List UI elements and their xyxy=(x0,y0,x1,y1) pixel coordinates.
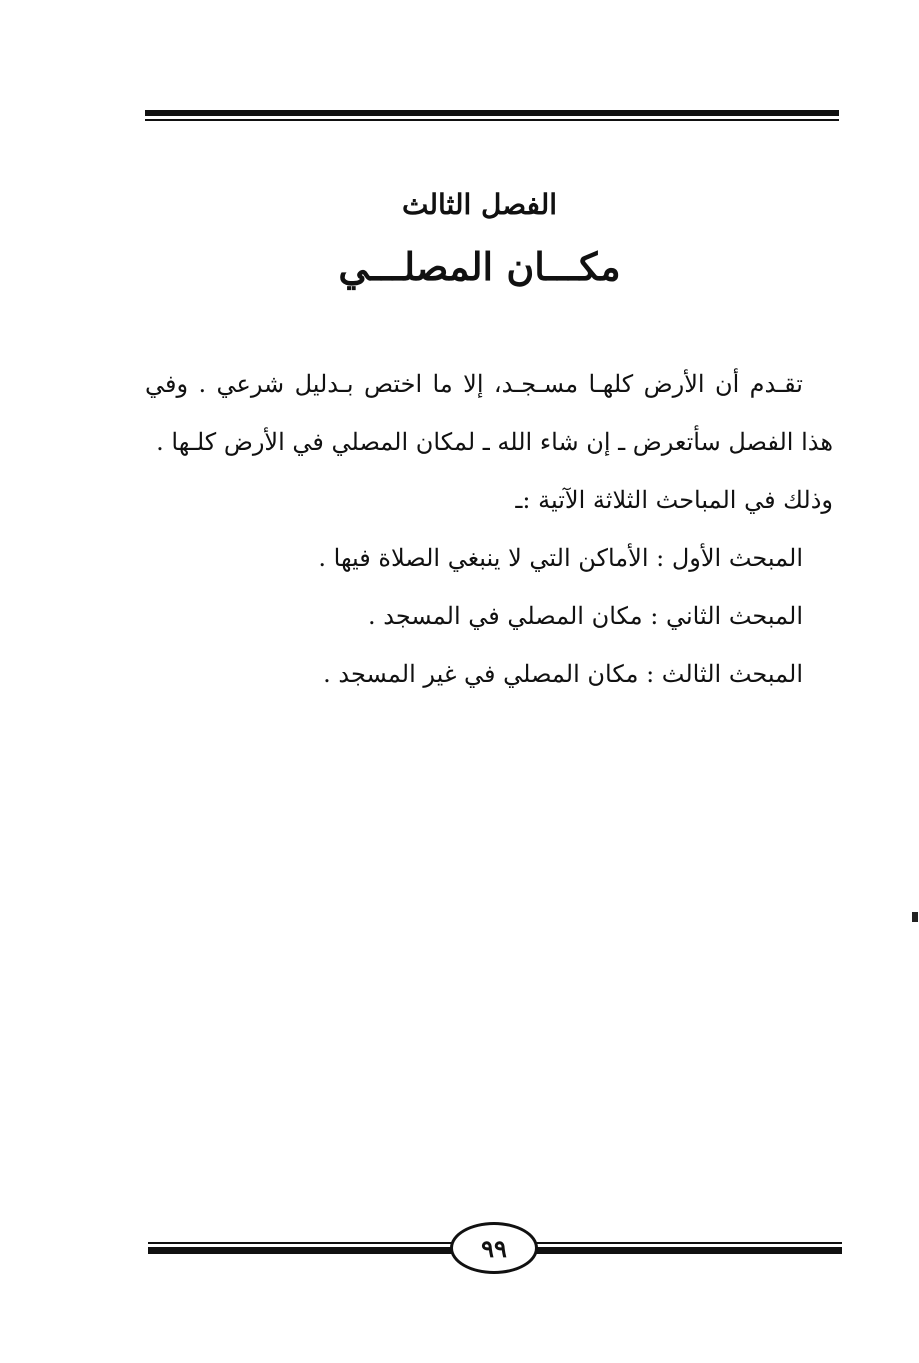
chapter-number: الفصل الثالث xyxy=(401,188,558,221)
scan-speck xyxy=(912,912,918,922)
page-number: ٩٩ xyxy=(450,1222,538,1274)
intro-paragraph: تقـدم أن الأرض كلهـا مسـجـد، إلا ما اختص بـدليل شرعي . وفي هذا الفصل سأتعرض ـ إن شاء الله ـ لمكان المصلي في الأرض كلـها . xyxy=(145,370,833,456)
section-item-3: المبحث الثالث : مكان المصلي في غير المسجد . xyxy=(323,660,803,688)
section-item-2: المبحث الثاني : مكان المصلي في المسجد . xyxy=(368,602,803,630)
header-rule xyxy=(145,110,839,122)
section-list xyxy=(145,529,833,703)
header-rule-thin xyxy=(145,119,839,121)
header-rule-thick xyxy=(145,110,839,116)
section-item-1: المبحث الأول : الأماكن التي لا ينبغي الصلاة فيها . xyxy=(318,544,803,572)
footer-rule-thin-right xyxy=(533,1242,842,1244)
intro-text xyxy=(145,355,833,529)
footer-rule-left xyxy=(148,1247,453,1254)
chapter-title: مكـــان المصلـــي xyxy=(338,244,621,289)
footer-rule-right xyxy=(533,1247,842,1254)
page-footer xyxy=(148,1222,842,1282)
footer-rule-thin-left xyxy=(148,1242,453,1244)
intro-paragraph-line3: وذلك في المباحث الثلاثة الآتية :ـ xyxy=(515,486,833,514)
